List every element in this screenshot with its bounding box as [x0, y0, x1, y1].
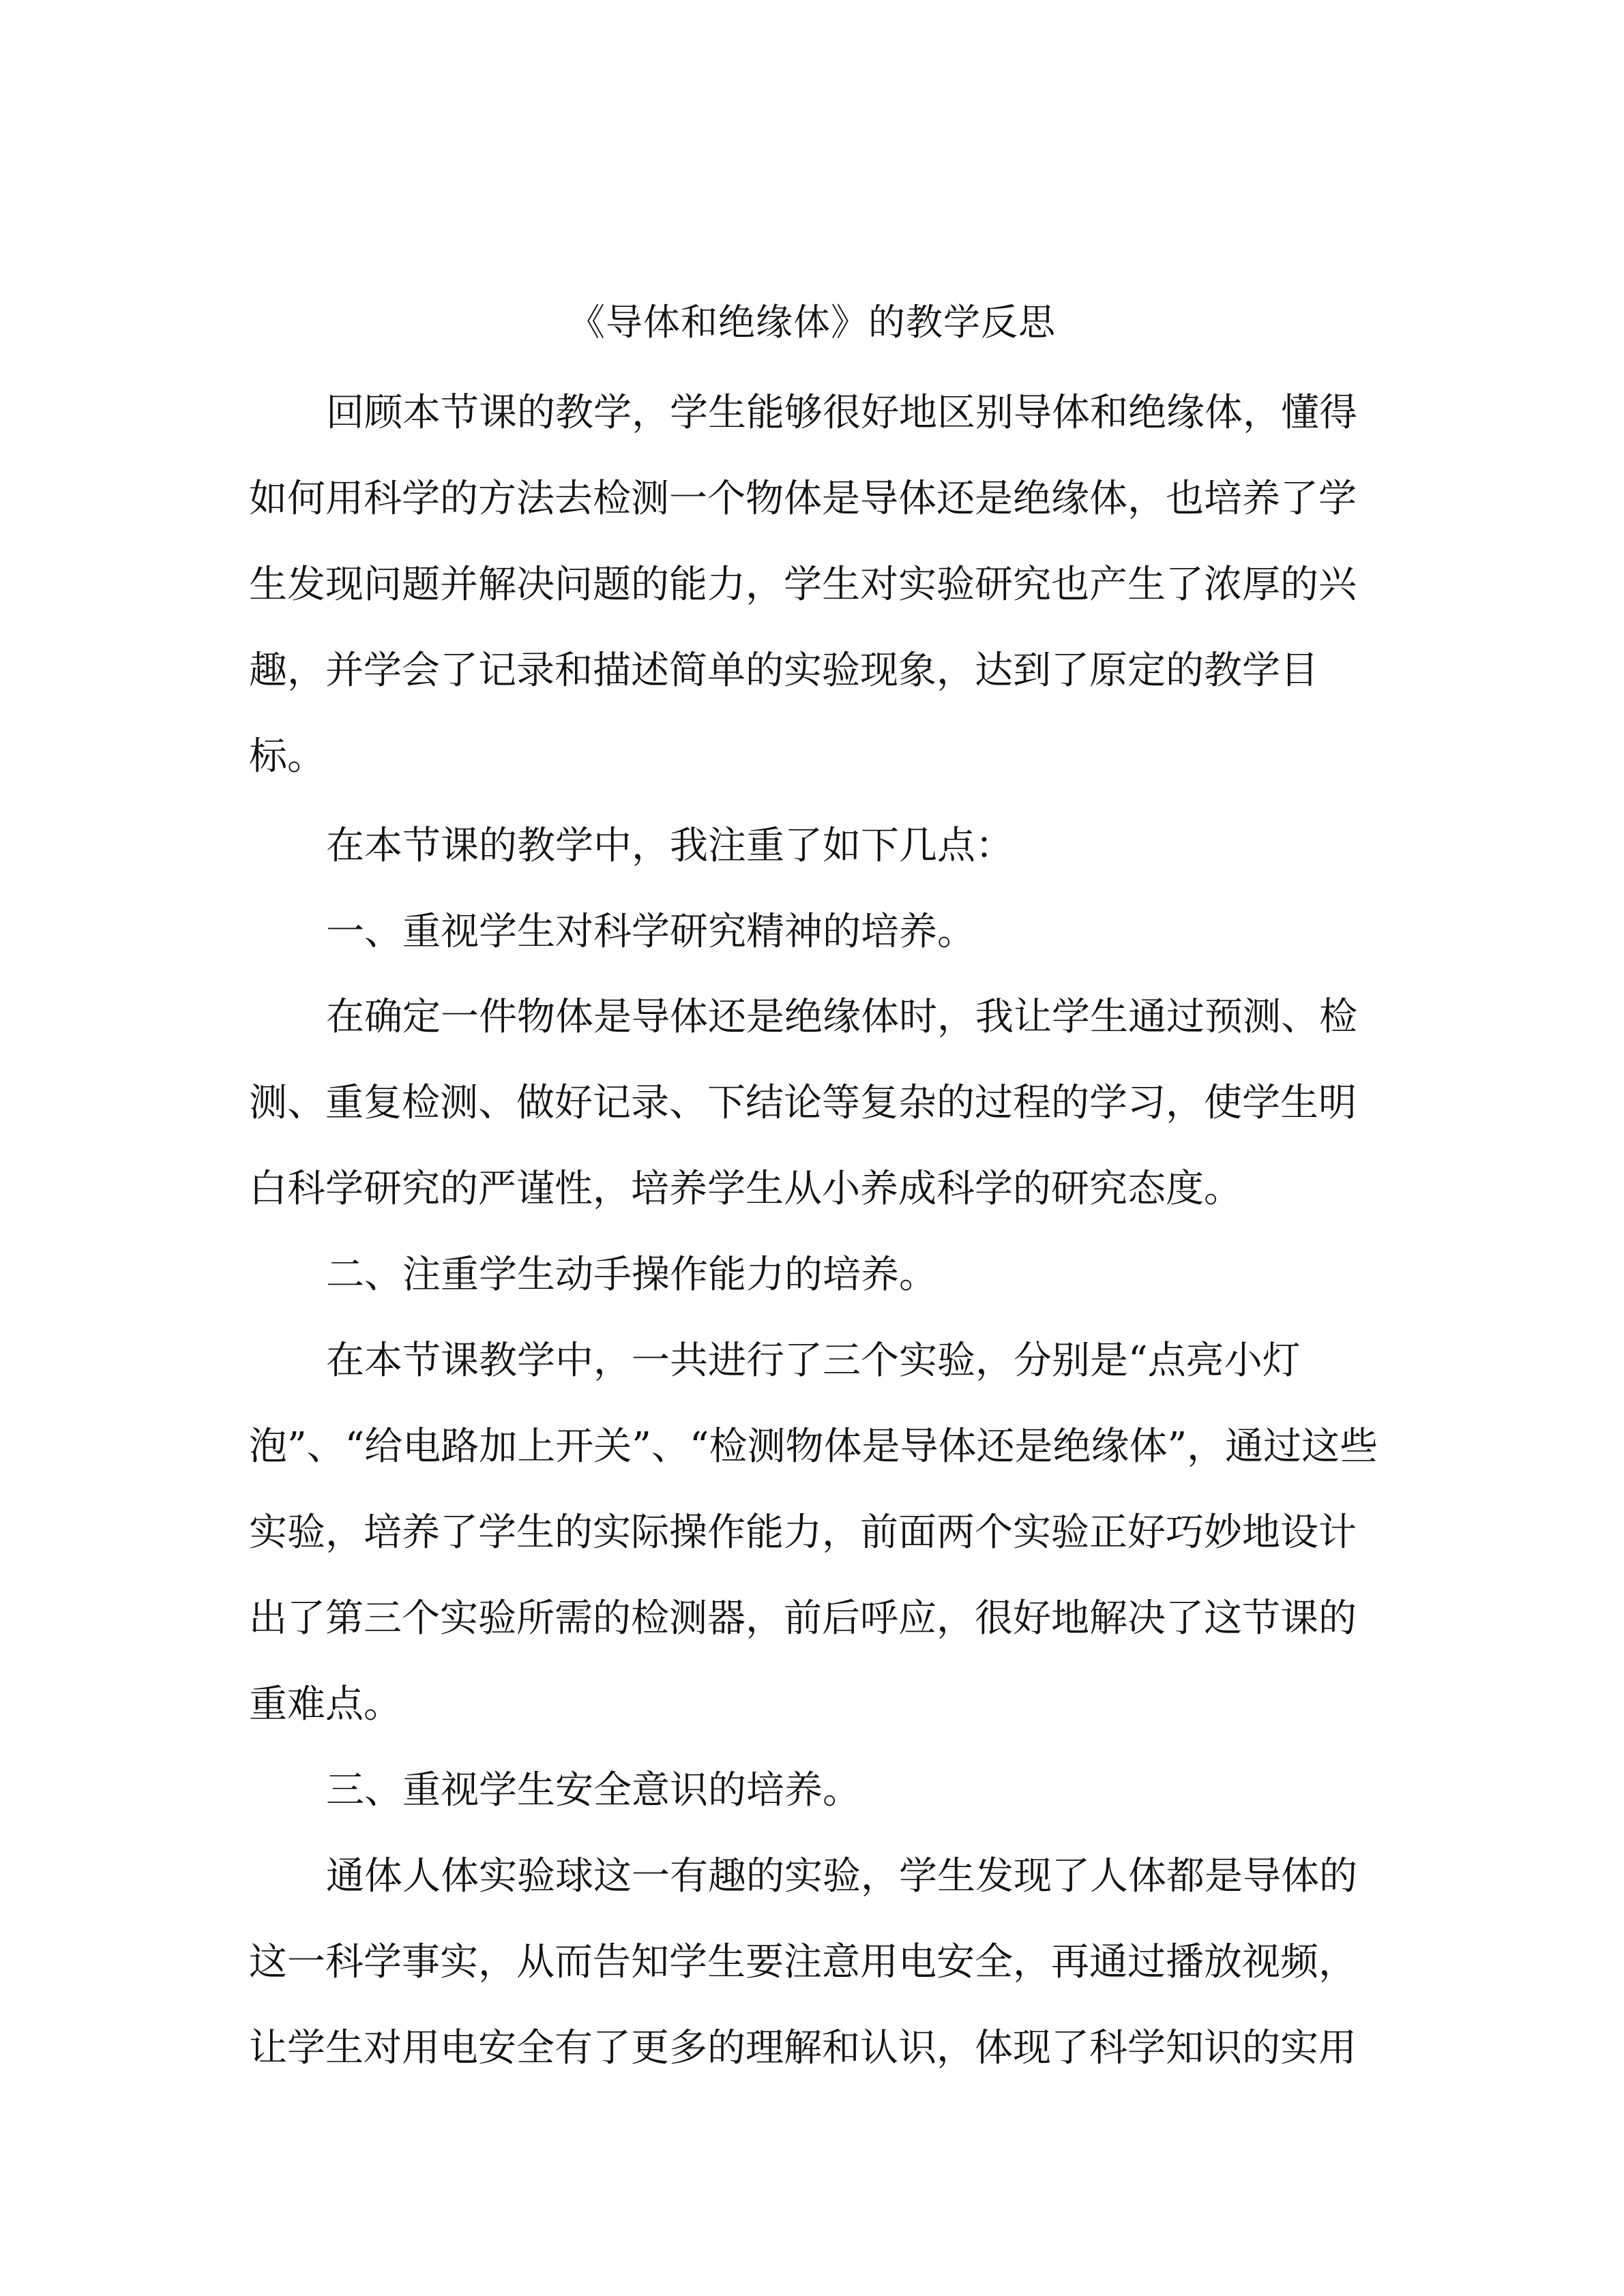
paragraph-line: 在本节课教学中，一共进行了三个实验，分别是“点亮小灯: [326, 1339, 1301, 1383]
paragraph-line: 趣，并学会了记录和描述简单的实验现象，达到了原定的教学目: [249, 648, 1318, 693]
section-heading: 一、重视学生对科学研究精神的培养。: [326, 910, 975, 954]
paragraph-line: 标。: [249, 734, 325, 779]
paragraph-line: 生发现问题并解决问题的能力，学生对实验研究也产生了浓厚的兴: [249, 563, 1357, 607]
document-title: 《导体和绝缘体》的教学反思: [568, 301, 1056, 344]
paragraph-line: 让学生对用电安全有了更多的理解和认识，体现了科学知识的实用: [249, 2026, 1357, 2070]
paragraph-line: 这一科学事实，从而告知学生要注意用电安全，再通过播放视频，: [249, 1940, 1357, 1984]
paragraph-line: 测、重复检测、做好记录、下结论等复杂的过程的学习，使学生明: [249, 1081, 1357, 1125]
paragraph-line: 实验，培养了学生的实际操作能力，前面两个实验正好巧妙地设计: [249, 1510, 1357, 1555]
paragraph-line: 通体人体实验球这一有趣的实验，学生发现了人体都是导体的: [326, 1854, 1357, 1898]
section-heading: 三、重视学生安全意识的培养。: [326, 1768, 861, 1813]
section-heading: 二、注重学生动手操作能力的培养。: [326, 1253, 937, 1297]
paragraph-line: 白科学研究的严谨性，培养学生从小养成科学的研究态度。: [249, 1167, 1242, 1211]
paragraph-line: 在本节课的教学中，我注重了如下几点：: [326, 824, 1014, 868]
paragraph-line: 出了第三个实验所需的检测器，前后呼应，很好地解决了这节课的: [249, 1596, 1357, 1641]
paragraph-line: 泡”、“给电路加上开关”、“检测物体是导体还是绝缘体”，通过这些: [249, 1425, 1378, 1469]
paragraph-line: 如何用科学的方法去检测一个物体是导体还是绝缘体，也培养了学: [249, 477, 1357, 521]
paragraph-line: 在确定一件物体是导体还是绝缘体时，我让学生通过预测、检: [326, 995, 1357, 1039]
paragraph-line: 重难点。: [249, 1682, 402, 1727]
paragraph-line: 回顾本节课的教学，学生能够很好地区别导体和绝缘体，懂得: [326, 391, 1357, 435]
